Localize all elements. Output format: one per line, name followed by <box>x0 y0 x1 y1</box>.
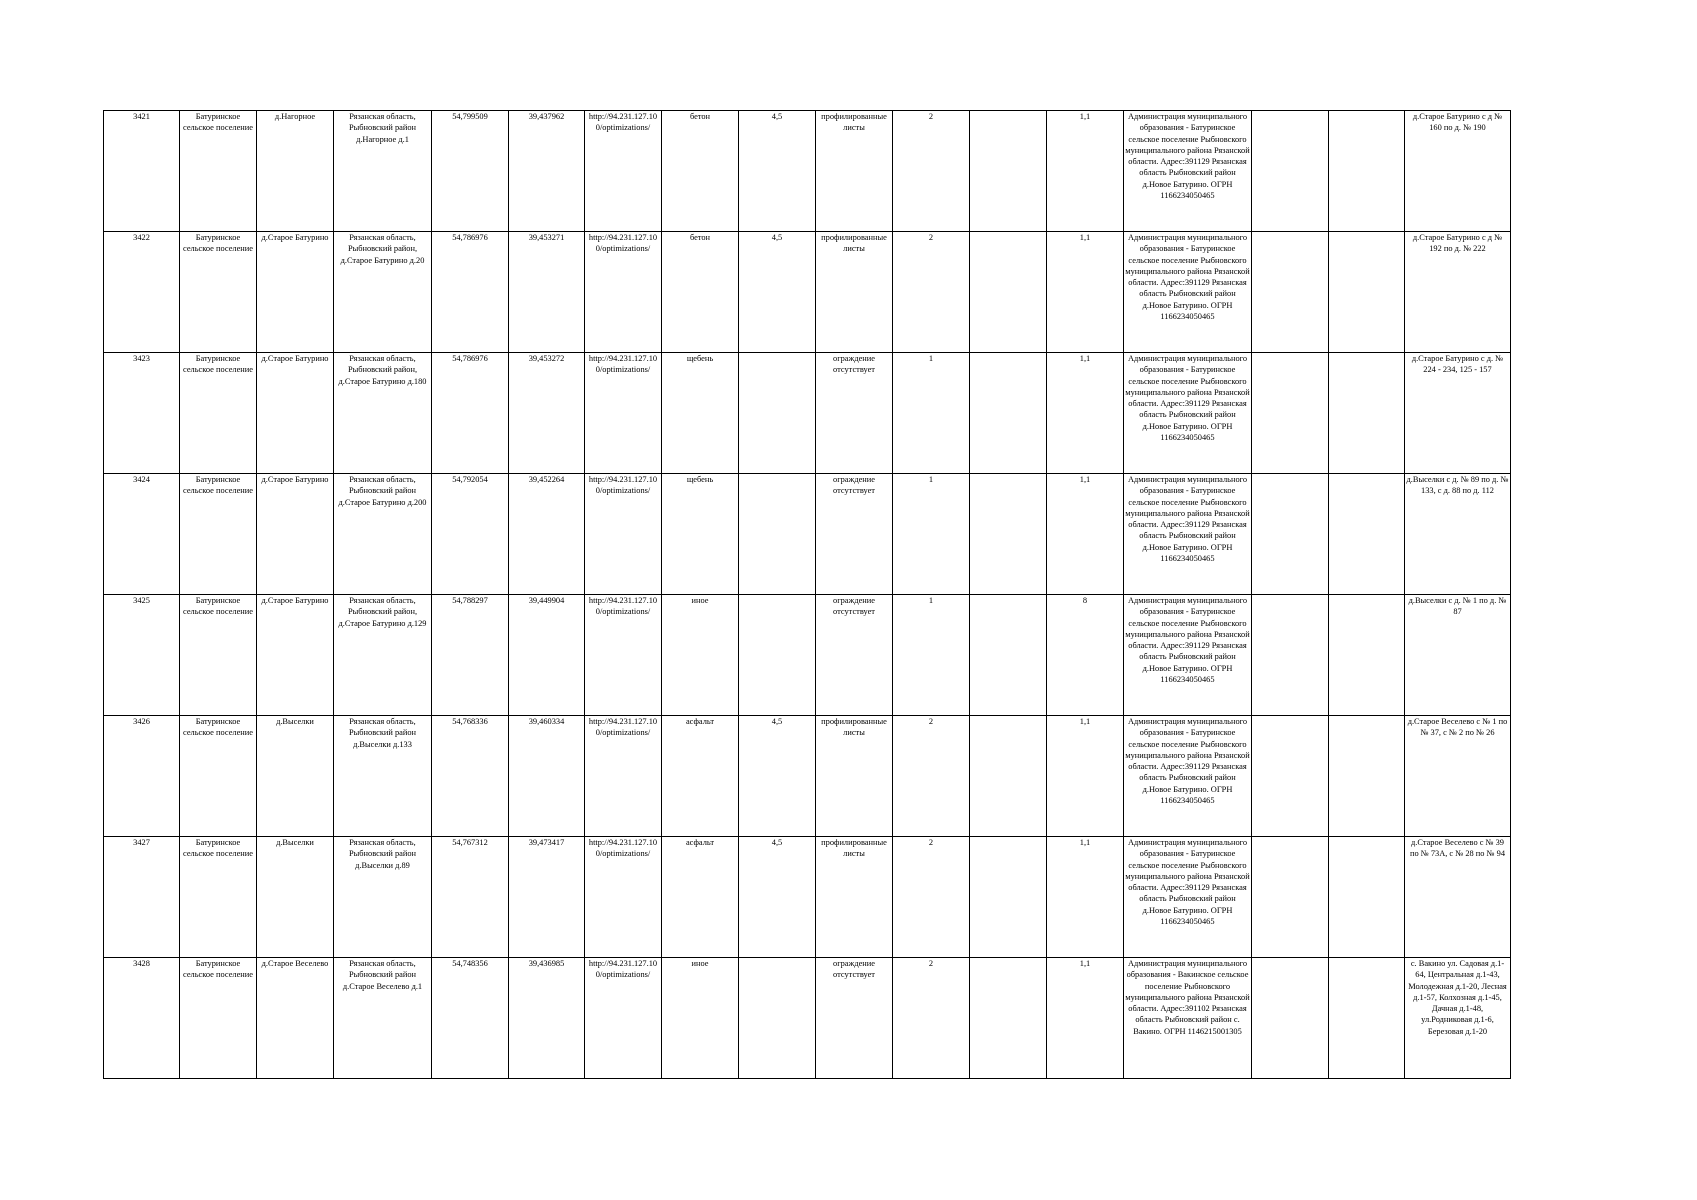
container-volume-cell: 1,1 <box>1047 111 1124 232</box>
empty-cell <box>1329 837 1405 958</box>
waste-sources-cell: д.Старое Батурино с д № 192 по д. № 222 <box>1405 232 1511 353</box>
empty-cell <box>1252 111 1329 232</box>
area-cell <box>739 958 816 1079</box>
longitude-cell: 39,453271 <box>509 232 585 353</box>
row-number: 3422 <box>104 232 180 353</box>
container-volume-cell: 1,1 <box>1047 958 1124 1079</box>
empty-cell <box>970 716 1047 837</box>
longitude-cell: 39,437962 <box>509 111 585 232</box>
map-url-cell: http://94.231.127.10 0/optimizations/ <box>585 353 662 474</box>
empty-cell <box>1252 958 1329 1079</box>
area-cell <box>739 474 816 595</box>
fence-cell: профилированные листы <box>816 232 893 353</box>
fence-cell: профилированные листы <box>816 716 893 837</box>
waste-sources-cell: д.Выселки с д. № 89 по д. № 133, с д. 88 по д. 112 <box>1405 474 1511 595</box>
empty-cell <box>1329 111 1405 232</box>
container-volume-cell: 1,1 <box>1047 474 1124 595</box>
address-cell: Рязанская область, Рыбновский район, д.Старое Батурино д.129 <box>334 595 432 716</box>
owner-cell: Администрация муниципального образования - Батуринское сельское поселение Рыбновского муниципального района Рязанской области. Адрес:391129 Рязанская область Рыбновский район д.Новое Батурино. ОГРН 1166234050465 <box>1124 353 1252 474</box>
settlement-cell: Батуринское сельское поселение <box>180 474 257 595</box>
locality-cell: д.Выселки <box>257 837 334 958</box>
empty-cell <box>1329 353 1405 474</box>
address-cell: Рязанская область, Рыбновский район, д.Старое Батурино д.20 <box>334 232 432 353</box>
table-row <box>104 353 1511 474</box>
empty-cell <box>970 837 1047 958</box>
area-cell <box>739 353 816 474</box>
area-cell: 4,5 <box>739 232 816 353</box>
register-table <box>103 110 1511 1079</box>
surface-cell: иное <box>662 595 739 716</box>
longitude-cell: 39,452264 <box>509 474 585 595</box>
locality-cell: д.Выселки <box>257 716 334 837</box>
table-row <box>104 232 1511 353</box>
container-count-cell: 1 <box>893 595 970 716</box>
row-number: 3425 <box>104 595 180 716</box>
empty-cell <box>970 111 1047 232</box>
fence-cell: профилированные листы <box>816 837 893 958</box>
table-row <box>104 474 1511 595</box>
address-cell: Рязанская область, Рыбновский район д.Нагорное д.1 <box>334 111 432 232</box>
surface-cell: щебень <box>662 474 739 595</box>
latitude-cell: 54,768336 <box>432 716 509 837</box>
empty-cell <box>1252 716 1329 837</box>
surface-cell: асфальт <box>662 837 739 958</box>
table-row <box>104 716 1511 837</box>
empty-cell <box>970 353 1047 474</box>
waste-sources-cell: д.Старое Веселево с № 39 по № 73А, с № 28 по № 94 <box>1405 837 1511 958</box>
empty-cell <box>970 232 1047 353</box>
container-volume-cell: 1,1 <box>1047 232 1124 353</box>
settlement-cell: Батуринское сельское поселение <box>180 353 257 474</box>
fence-cell: ограждение отсутствует <box>816 958 893 1079</box>
fence-cell: профилированные листы <box>816 111 893 232</box>
settlement-cell: Батуринское сельское поселение <box>180 716 257 837</box>
latitude-cell: 54,792054 <box>432 474 509 595</box>
owner-cell: Администрация муниципального образования - Батуринское сельское поселение Рыбновского муниципального района Рязанской области. Адрес:391129 Рязанская область Рыбновский район д.Новое Батурино. ОГРН 1166234050465 <box>1124 111 1252 232</box>
empty-cell <box>1329 958 1405 1079</box>
address-cell: Рязанская область, Рыбновский район д.Старое Батурино д.200 <box>334 474 432 595</box>
empty-cell <box>1329 232 1405 353</box>
container-volume-cell: 1,1 <box>1047 837 1124 958</box>
owner-cell: Администрация муниципального образования - Батуринское сельское поселение Рыбновского муниципального района Рязанской области. Адрес:391129 Рязанская область Рыбновский район д.Новое Батурино. ОГРН 1166234050465 <box>1124 232 1252 353</box>
empty-cell <box>970 474 1047 595</box>
container-volume-cell: 8 <box>1047 595 1124 716</box>
waste-sources-cell: д.Старое Веселево с № 1 по № 37, с № 2 по № 26 <box>1405 716 1511 837</box>
locality-cell: д.Старое Батурино <box>257 353 334 474</box>
map-url-cell: http://94.231.127.10 0/optimizations/ <box>585 595 662 716</box>
empty-cell <box>1252 595 1329 716</box>
settlement-cell: Батуринское сельское поселение <box>180 111 257 232</box>
container-count-cell: 1 <box>893 474 970 595</box>
address-cell: Рязанская область, Рыбновский район д.Выселки д.133 <box>334 716 432 837</box>
address-cell: Рязанская область, Рыбновский район д.Выселки д.89 <box>334 837 432 958</box>
longitude-cell: 39,460334 <box>509 716 585 837</box>
longitude-cell: 39,473417 <box>509 837 585 958</box>
locality-cell: д.Старое Батурино <box>257 595 334 716</box>
area-cell <box>739 595 816 716</box>
settlement-cell: Батуринское сельское поселение <box>180 595 257 716</box>
locality-cell: д.Старое Батурино <box>257 232 334 353</box>
table-row <box>104 595 1511 716</box>
owner-cell: Администрация муниципального образования - Батуринское сельское поселение Рыбновского муниципального района Рязанской области. Адрес:391129 Рязанская область Рыбновский район д.Новое Батурино. ОГРН 1166234050465 <box>1124 837 1252 958</box>
surface-cell: асфальт <box>662 716 739 837</box>
container-count-cell: 1 <box>893 353 970 474</box>
row-number: 3424 <box>104 474 180 595</box>
owner-cell: Администрация муниципального образования - Батуринское сельское поселение Рыбновского муниципального района Рязанской области. Адрес:391129 Рязанская область Рыбновский район д.Новое Батурино. ОГРН 1166234050465 <box>1124 716 1252 837</box>
area-cell: 4,5 <box>739 716 816 837</box>
owner-cell: Администрация муниципального образования - Батуринское сельское поселение Рыбновского муниципального района Рязанской области. Адрес:391129 Рязанская область Рыбновский район д.Новое Батурино. ОГРН 1166234050465 <box>1124 595 1252 716</box>
container-count-cell: 2 <box>893 837 970 958</box>
address-cell: Рязанская область, Рыбновский район, д.Старое Батурино д.180 <box>334 353 432 474</box>
empty-cell <box>1252 474 1329 595</box>
empty-cell <box>1329 595 1405 716</box>
map-url-cell: http://94.231.127.10 0/optimizations/ <box>585 111 662 232</box>
longitude-cell: 39,453272 <box>509 353 585 474</box>
empty-cell <box>1329 474 1405 595</box>
longitude-cell: 39,449904 <box>509 595 585 716</box>
row-number: 3427 <box>104 837 180 958</box>
settlement-cell: Батуринское сельское поселение <box>180 837 257 958</box>
locality-cell: д.Нагорное <box>257 111 334 232</box>
latitude-cell: 54,748356 <box>432 958 509 1079</box>
fence-cell: ограждение отсутствует <box>816 353 893 474</box>
fence-cell: ограждение отсутствует <box>816 474 893 595</box>
latitude-cell: 54,786976 <box>432 353 509 474</box>
settlement-cell: Батуринское сельское поселение <box>180 232 257 353</box>
fence-cell: ограждение отсутствует <box>816 595 893 716</box>
latitude-cell: 54,767312 <box>432 837 509 958</box>
surface-cell: иное <box>662 958 739 1079</box>
table-row <box>104 111 1511 232</box>
map-url-cell: http://94.231.127.10 0/optimizations/ <box>585 837 662 958</box>
settlement-cell: Батуринское сельское поселение <box>180 958 257 1079</box>
table-row <box>104 958 1511 1079</box>
container-volume-cell: 1,1 <box>1047 353 1124 474</box>
latitude-cell: 54,799509 <box>432 111 509 232</box>
container-count-cell: 2 <box>893 232 970 353</box>
waste-sources-cell: с. Вакино ул. Садовая д.1-64, Центральная д.1-43, Молодежная д.1-20, Лесная д.1-57, Колхозная д.1-45, Дачная д.1-48, ул.Родниковая д.1-6, Березовая д.1-20 <box>1405 958 1511 1079</box>
surface-cell: бетон <box>662 232 739 353</box>
map-url-cell: http://94.231.127.10 0/optimizations/ <box>585 716 662 837</box>
empty-cell <box>1329 716 1405 837</box>
waste-sources-cell: д.Старое Батурино с д. № 224 - 234, 125 - 157 <box>1405 353 1511 474</box>
surface-cell: щебень <box>662 353 739 474</box>
area-cell: 4,5 <box>739 837 816 958</box>
map-url-cell: http://94.231.127.10 0/optimizations/ <box>585 474 662 595</box>
map-url-cell: http://94.231.127.10 0/optimizations/ <box>585 232 662 353</box>
latitude-cell: 54,786976 <box>432 232 509 353</box>
row-number: 3421 <box>104 111 180 232</box>
area-cell: 4,5 <box>739 111 816 232</box>
map-url-cell: http://94.231.127.10 0/optimizations/ <box>585 958 662 1079</box>
owner-cell: Администрация муниципального образования - Батуринское сельское поселение Рыбновского муниципального района Рязанской области. Адрес:391129 Рязанская область Рыбновский район д.Новое Батурино. ОГРН 1166234050465 <box>1124 474 1252 595</box>
locality-cell: д.Старое Веселево <box>257 958 334 1079</box>
row-number: 3428 <box>104 958 180 1079</box>
empty-cell <box>970 595 1047 716</box>
empty-cell <box>970 958 1047 1079</box>
container-count-cell: 2 <box>893 958 970 1079</box>
address-cell: Рязанская область, Рыбновский район д.Старое Веселево д.1 <box>334 958 432 1079</box>
container-volume-cell: 1,1 <box>1047 716 1124 837</box>
empty-cell <box>1252 232 1329 353</box>
latitude-cell: 54,788297 <box>432 595 509 716</box>
surface-cell: бетон <box>662 111 739 232</box>
longitude-cell: 39,436985 <box>509 958 585 1079</box>
waste-sources-cell: д.Старое Батурино с д № 160 по д. № 190 <box>1405 111 1511 232</box>
owner-cell: Администрация муниципального образования - Вакинское сельское поселение Рыбновского муниципального района Рязанской области. Адрес:391102 Рязанская область Рыбновский район с. Вакино. ОГРН 1146215001305 <box>1124 958 1252 1079</box>
locality-cell: д.Старое Батурино <box>257 474 334 595</box>
empty-cell <box>1252 353 1329 474</box>
table-body <box>104 111 1511 1079</box>
row-number: 3426 <box>104 716 180 837</box>
row-number: 3423 <box>104 353 180 474</box>
table-row <box>104 837 1511 958</box>
container-count-cell: 2 <box>893 716 970 837</box>
container-count-cell: 2 <box>893 111 970 232</box>
waste-sources-cell: д.Выселки с д. № 1 по д. № 87 <box>1405 595 1511 716</box>
empty-cell <box>1252 837 1329 958</box>
